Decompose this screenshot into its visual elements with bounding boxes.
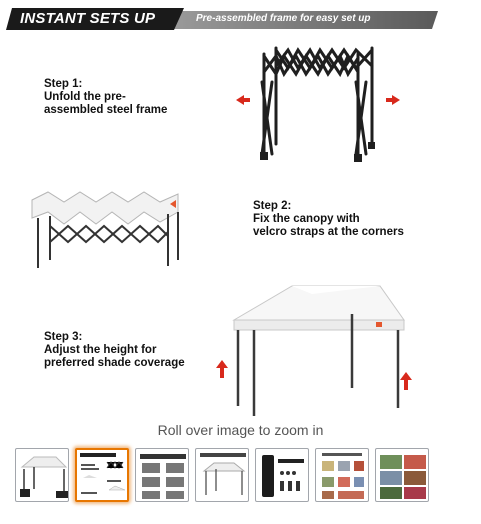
step-3-heading: Step 3: — [44, 331, 83, 343]
thumbnail-instant-setup-image — [77, 450, 129, 502]
thumbnail-canopy-white[interactable] — [15, 448, 69, 502]
thumbnail-canopy-frame-image — [196, 449, 249, 502]
thumbnail-canopy-frame[interactable] — [195, 448, 249, 502]
thumbnail-setup-steps-image — [136, 449, 189, 502]
canopy-attach-illustration — [28, 186, 184, 274]
thumbnail-instant-sets-up[interactable] — [75, 448, 129, 502]
step-1-line-2: assembled steel frame — [44, 104, 168, 116]
step-2-line-1: Fix the canopy with — [253, 213, 360, 225]
thumbnail-setup-steps[interactable] — [135, 448, 189, 502]
step-3-line-1: Adjust the height for — [44, 344, 157, 356]
step-3-line-2: preferred shade coverage — [44, 357, 185, 369]
thumbnail-lifestyle-photos[interactable] — [375, 448, 429, 502]
full-canopy-illustration — [212, 284, 422, 420]
thumbnail-canopy-image — [16, 449, 69, 502]
step-1-text — [44, 78, 167, 117]
step-3-text — [44, 331, 185, 370]
folded-frame-illustration — [232, 44, 412, 168]
header-banner — [6, 8, 438, 30]
thumbnail-box-contents-image — [316, 449, 369, 502]
thumbnail-what-is-in-the-box[interactable] — [315, 448, 369, 502]
thumbnail-accessories-image — [256, 449, 309, 502]
header-title: INSTANT SETS UP — [20, 10, 156, 27]
step-1-line-1: Unfold the pre- — [44, 91, 126, 103]
header-subtitle: Pre-assembled frame for easy set up — [196, 13, 371, 24]
thumbnail-carry-bag-accessories[interactable] — [255, 448, 309, 502]
zoom-hint-text: Roll over image to zoom in — [157, 422, 324, 438]
step-1-heading: Step 1: — [44, 78, 83, 90]
thumbnail-lifestyle-image — [376, 449, 429, 502]
step-2-heading: Step 2: — [253, 200, 292, 212]
step-2-line-2: velcro straps at the corners — [253, 226, 404, 238]
thumbnail-strip — [15, 448, 435, 504]
step-2-text — [253, 200, 404, 239]
